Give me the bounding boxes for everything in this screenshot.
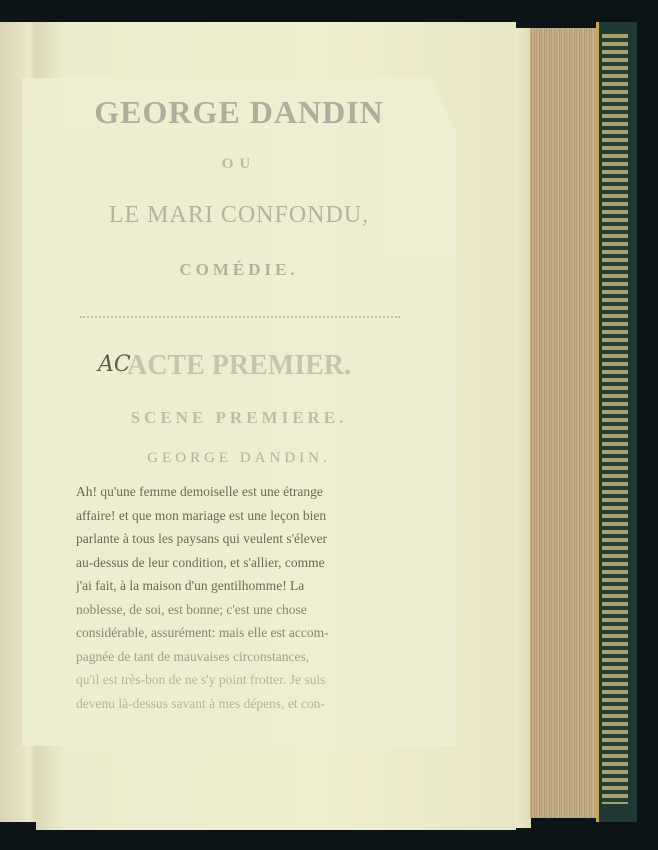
- page-gutter: [515, 28, 531, 828]
- body-line: parlante à tous les paysans qui veulent s'élever: [76, 531, 327, 546]
- play-genre: COMÉDIE.: [179, 260, 299, 279]
- title-connector: OU: [221, 156, 257, 172]
- body-line: affaire! et que mon mariage est une leçon bien: [76, 507, 327, 523]
- act-heading: ACTE PREMIER.: [126, 350, 351, 381]
- body-line: Ah! qu'une femme demoiselle est une étrange: [76, 484, 323, 499]
- character-name: GEORGE DANDIN.: [147, 450, 331, 466]
- body-line: j'ai fait, à la maison d'un gentilhomme! La: [76, 578, 305, 593]
- play-subtitle: LE MARI CONFONDU,: [108, 202, 370, 228]
- page-text-block: [22, 78, 456, 746]
- scene-heading: SCENE PREMIERE.: [130, 408, 348, 427]
- dialogue-text: [76, 480, 396, 715]
- body-line: considérable, assurément: mais elle est accom-: [76, 625, 329, 640]
- body-line: devenu là-dessus savant à mes dépens, et con-: [76, 695, 325, 711]
- dotted-rule: [80, 316, 400, 318]
- greek-key-ornament: [602, 34, 628, 804]
- body-line: pagnée de tant de mauvaises circonstances,: [76, 648, 310, 664]
- body-line: au-dessus de leur condition, et s'allier, comme: [76, 554, 325, 570]
- body-line: noblesse, de soi, est bonne; c'est une chose: [76, 601, 307, 617]
- handwritten-initials: AC: [98, 352, 131, 377]
- play-title: GEORGE DANDIN: [94, 94, 384, 130]
- body-line: qu'il est très-bon de ne s'y point frotter. Je suis: [76, 672, 326, 687]
- gilt-fore-edge: [530, 28, 600, 818]
